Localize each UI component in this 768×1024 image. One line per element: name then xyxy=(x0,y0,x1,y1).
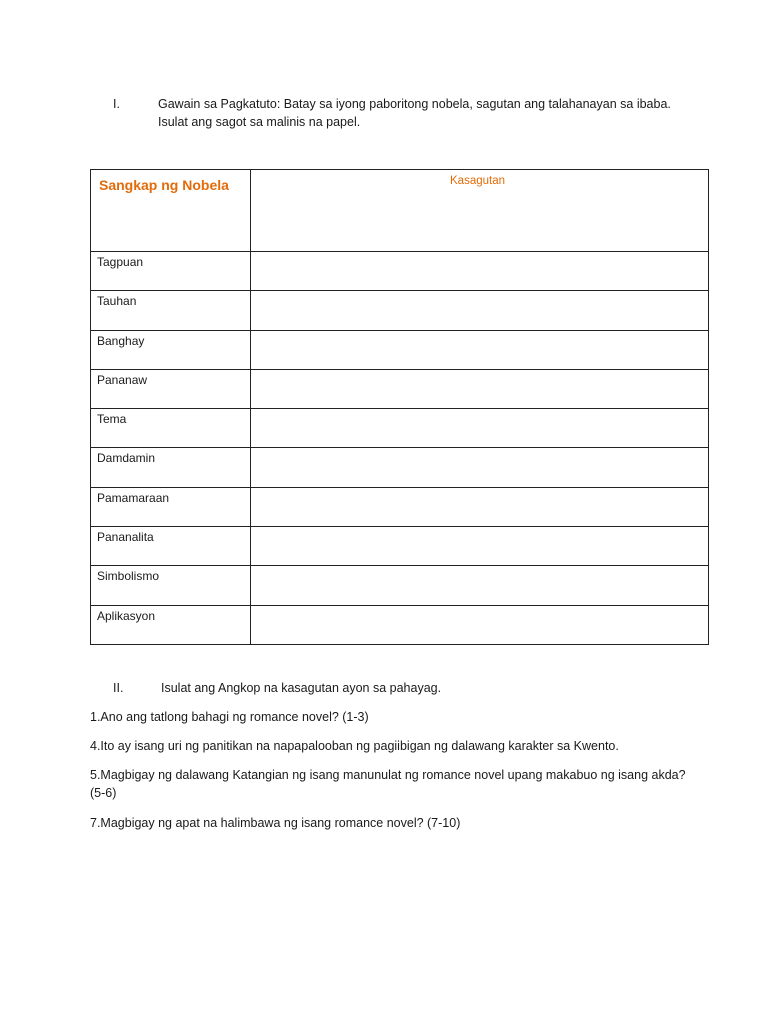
table-row xyxy=(91,566,709,605)
row-label-cell xyxy=(91,252,251,291)
header-cell-answers xyxy=(251,170,709,252)
row-label-cell xyxy=(91,409,251,448)
answer-field[interactable] xyxy=(251,252,709,291)
row-label-cell xyxy=(91,605,251,644)
header-cell-elements xyxy=(91,170,251,252)
row-label-cell xyxy=(91,330,251,369)
question-7: 7.Magbigay ng apat na halimbawa ng isang romance novel? (7-10) xyxy=(90,816,461,830)
row-label-cell xyxy=(91,487,251,526)
answer-field[interactable] xyxy=(251,605,709,644)
answer-field[interactable] xyxy=(251,369,709,408)
row-label-cell xyxy=(91,369,251,408)
question-1: 1.Ano ang tatlong bahagi ng romance novel? (1-3) xyxy=(90,710,369,724)
table-row xyxy=(91,487,709,526)
row-label-cell xyxy=(91,291,251,330)
table-row xyxy=(91,252,709,291)
row-label-cell xyxy=(91,566,251,605)
row-label-cell xyxy=(91,448,251,487)
header-sangkap-ng-nobela: Sangkap ng Nobela xyxy=(99,177,229,193)
table-row xyxy=(91,369,709,408)
table-row xyxy=(91,330,709,369)
row-label: Tauhan xyxy=(97,294,137,309)
section-2-instruction: Isulat ang Angkop na kasagutan ayon sa pahayag. xyxy=(161,681,442,695)
row-label: Tagpuan xyxy=(97,255,144,269)
row-label: Banghay xyxy=(97,333,145,348)
answer-field[interactable] xyxy=(251,330,709,369)
table-header-row xyxy=(91,170,709,252)
answer-field[interactable] xyxy=(251,409,709,448)
question-4: 4.Ito ay isang uri ng panitikan na napapalooban ng pagiibigan ng dalawang karakter sa Kwento. xyxy=(90,739,619,753)
row-label: Pananaw xyxy=(97,372,148,387)
table-row xyxy=(91,448,709,487)
header-kasagutan: Kasagutan xyxy=(450,175,505,187)
answer-field[interactable] xyxy=(251,448,709,487)
row-label-cell xyxy=(91,527,251,566)
table-row xyxy=(91,409,709,448)
section-1-instructions xyxy=(158,95,718,131)
row-label: Damdamin xyxy=(97,451,156,466)
table-row xyxy=(91,605,709,644)
table-row xyxy=(91,291,709,330)
answer-field[interactable] xyxy=(251,527,709,566)
row-label: Pananalita xyxy=(97,530,154,545)
answer-field[interactable] xyxy=(251,487,709,526)
section-2-number: II. xyxy=(113,681,124,695)
table-row xyxy=(91,527,709,566)
section-1-line-2: Isulat ang sagot sa malinis na papel. xyxy=(158,115,361,129)
answer-field[interactable] xyxy=(251,291,709,330)
row-label: Simbolismo xyxy=(97,569,160,584)
row-label: Pamamaraan xyxy=(97,490,170,505)
elements-table xyxy=(90,169,709,645)
answer-field[interactable] xyxy=(251,566,709,605)
section-1-number: I. xyxy=(113,97,120,111)
row-label: Aplikasyon xyxy=(97,608,156,623)
row-label: Tema xyxy=(97,412,127,427)
section-1-line-1: Gawain sa Pagkatuto: Batay sa iyong paboritong nobela, sagutan ang talahanayan sa ibaba. xyxy=(158,97,671,111)
question-5: 5.Magbigay ng dalawang Katangian ng isang manunulat ng romance novel upang makabuo ng isang akda? (5-6) xyxy=(90,768,686,800)
